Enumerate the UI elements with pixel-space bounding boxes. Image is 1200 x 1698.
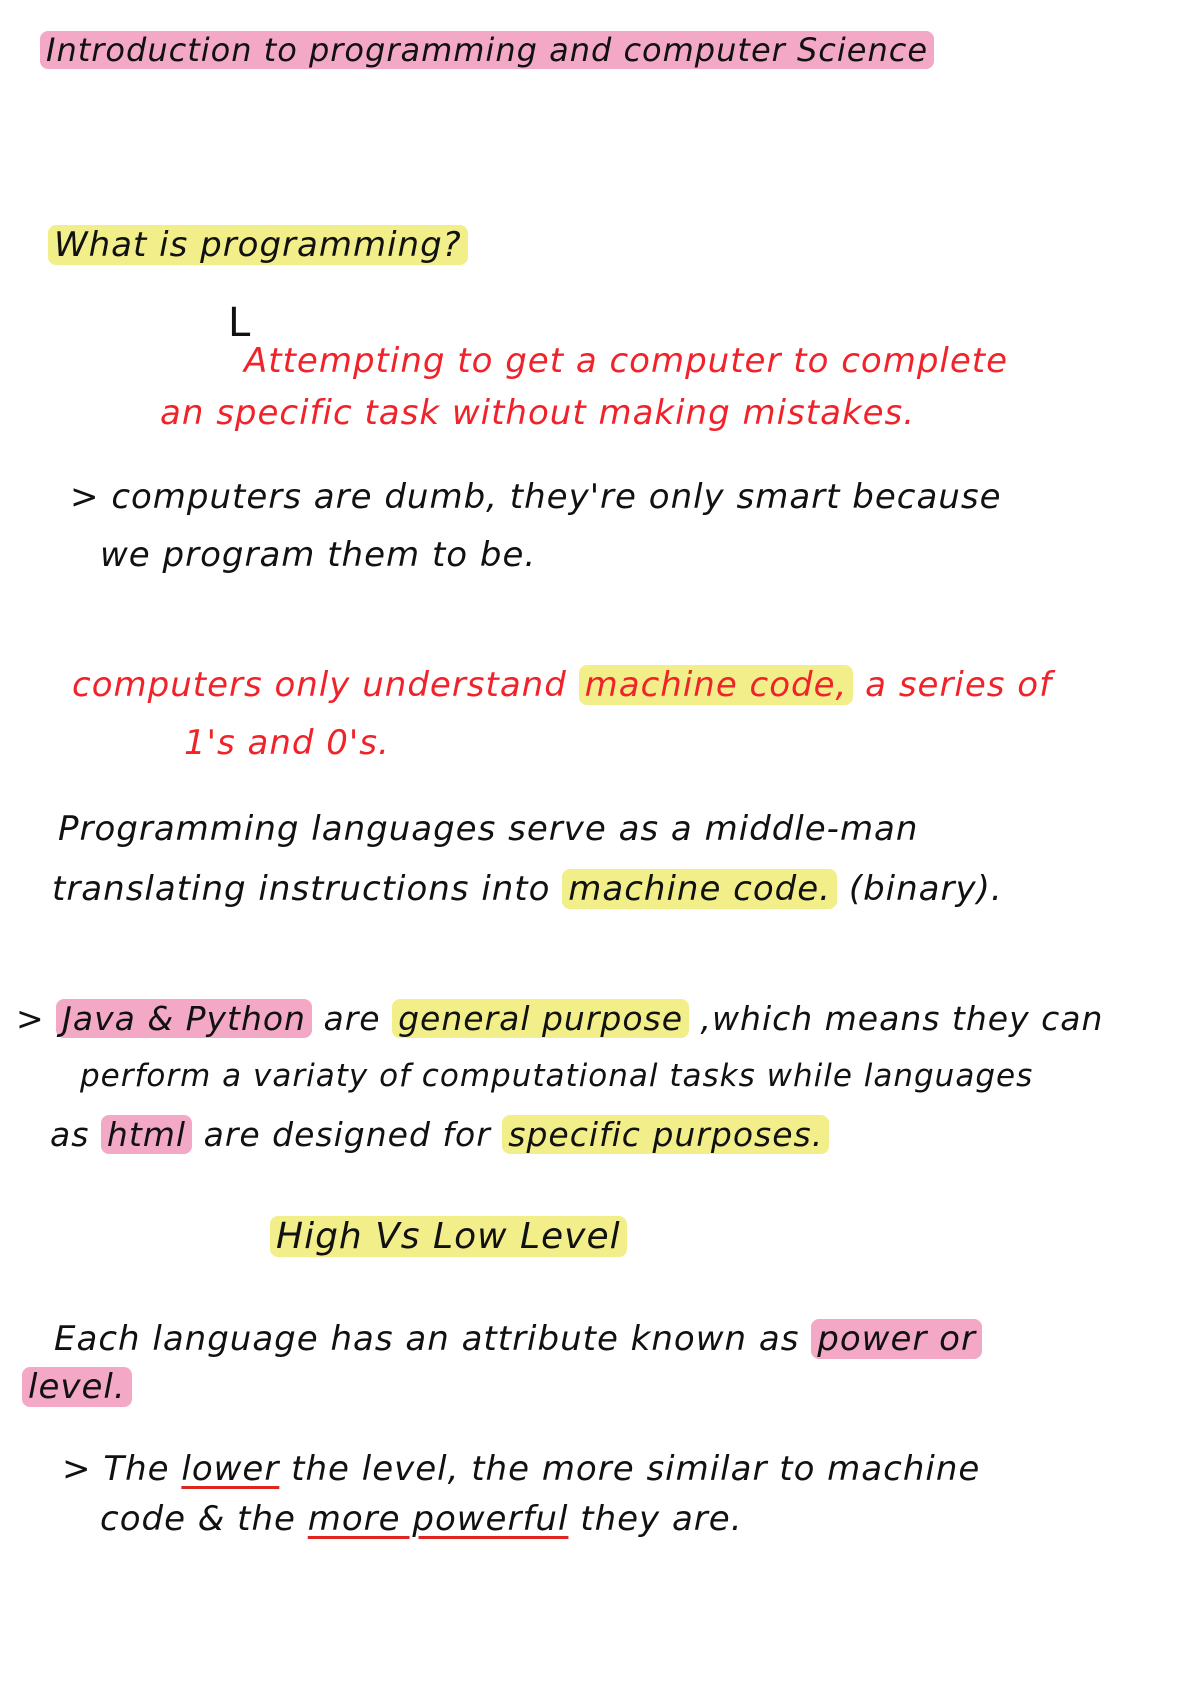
machine-code-post: a series of bbox=[865, 665, 1053, 705]
level-paragraph-line-1 bbox=[54, 1319, 982, 1359]
general-purpose-line-3 bbox=[50, 1115, 829, 1154]
general-purpose-designed: are designed for bbox=[203, 1115, 491, 1154]
powerful-pre: code & the bbox=[100, 1499, 296, 1539]
general-purpose-post: ,which means they can bbox=[700, 999, 1104, 1038]
more-powerful-underlined: more powerful bbox=[307, 1499, 569, 1539]
level-paragraph-line-2 bbox=[22, 1367, 132, 1407]
general-purpose-as: as bbox=[50, 1115, 90, 1154]
languages-paragraph-post: (binary). bbox=[848, 869, 1003, 909]
lower-level-note-line-2 bbox=[100, 1499, 743, 1539]
note-computers-dumb-line-1 bbox=[70, 477, 1002, 517]
languages-paragraph-pre: translating instructions into bbox=[52, 869, 551, 909]
high-low-highlight: High Vs Low Level bbox=[270, 1216, 627, 1257]
machine-code-highlight: machine code, bbox=[579, 665, 854, 705]
bracket-arrow-glyph: L bbox=[228, 300, 251, 346]
section-heading-high-vs-low bbox=[270, 1218, 627, 1256]
powerful-post: they are. bbox=[580, 1499, 743, 1539]
java-python-highlight: Java & Python bbox=[56, 999, 312, 1038]
lower-level-note-line-1 bbox=[62, 1449, 981, 1489]
heading-highlight: What is programming? bbox=[48, 225, 468, 265]
level-paragraph-pre: Each language has an attribute known as bbox=[54, 1319, 800, 1359]
general-purpose-highlight: general purpose bbox=[392, 999, 689, 1038]
specific-purposes-highlight: specific purposes. bbox=[502, 1115, 829, 1154]
note-computers-dumb-line-2: we program them to be. bbox=[100, 535, 537, 575]
general-purpose-line-2: perform a variaty of computational tasks while languages bbox=[80, 1058, 1034, 1094]
machine-code-line-1 bbox=[72, 665, 1053, 705]
level-highlight: level. bbox=[22, 1367, 132, 1407]
power-or-highlight: power or bbox=[811, 1319, 982, 1359]
general-purpose-line-1 bbox=[16, 999, 1104, 1038]
machine-code-line-2: 1's and 0's. bbox=[184, 723, 390, 763]
note-marker: > bbox=[70, 477, 100, 517]
lower-level-marker: > bbox=[62, 1449, 92, 1489]
machine-code-pre: computers only understand bbox=[72, 665, 567, 705]
machine-code-highlight-2: machine code. bbox=[562, 869, 837, 909]
definition-line-1: Attempting to get a computer to complete bbox=[244, 341, 1009, 381]
title-highlight: Introduction to programming and computer Science bbox=[40, 31, 934, 69]
languages-paragraph-line-2 bbox=[52, 869, 1003, 909]
lower-underlined: lower bbox=[181, 1449, 280, 1489]
general-purpose-marker: > bbox=[16, 999, 45, 1038]
page-title bbox=[40, 31, 934, 69]
general-purpose-are: are bbox=[323, 999, 381, 1038]
languages-paragraph-line-1: Programming languages serve as a middle-man bbox=[58, 809, 919, 849]
definition-line-2: an specific task without making mistakes. bbox=[160, 393, 916, 433]
lower-level-post: the level, the more similar to machine bbox=[291, 1449, 981, 1489]
note-text: computers are dumb, they're only smart because bbox=[111, 477, 1002, 517]
lower-level-pre: The bbox=[103, 1449, 170, 1489]
section-heading-what-is-programming bbox=[48, 225, 468, 265]
html-highlight: html bbox=[101, 1115, 192, 1154]
